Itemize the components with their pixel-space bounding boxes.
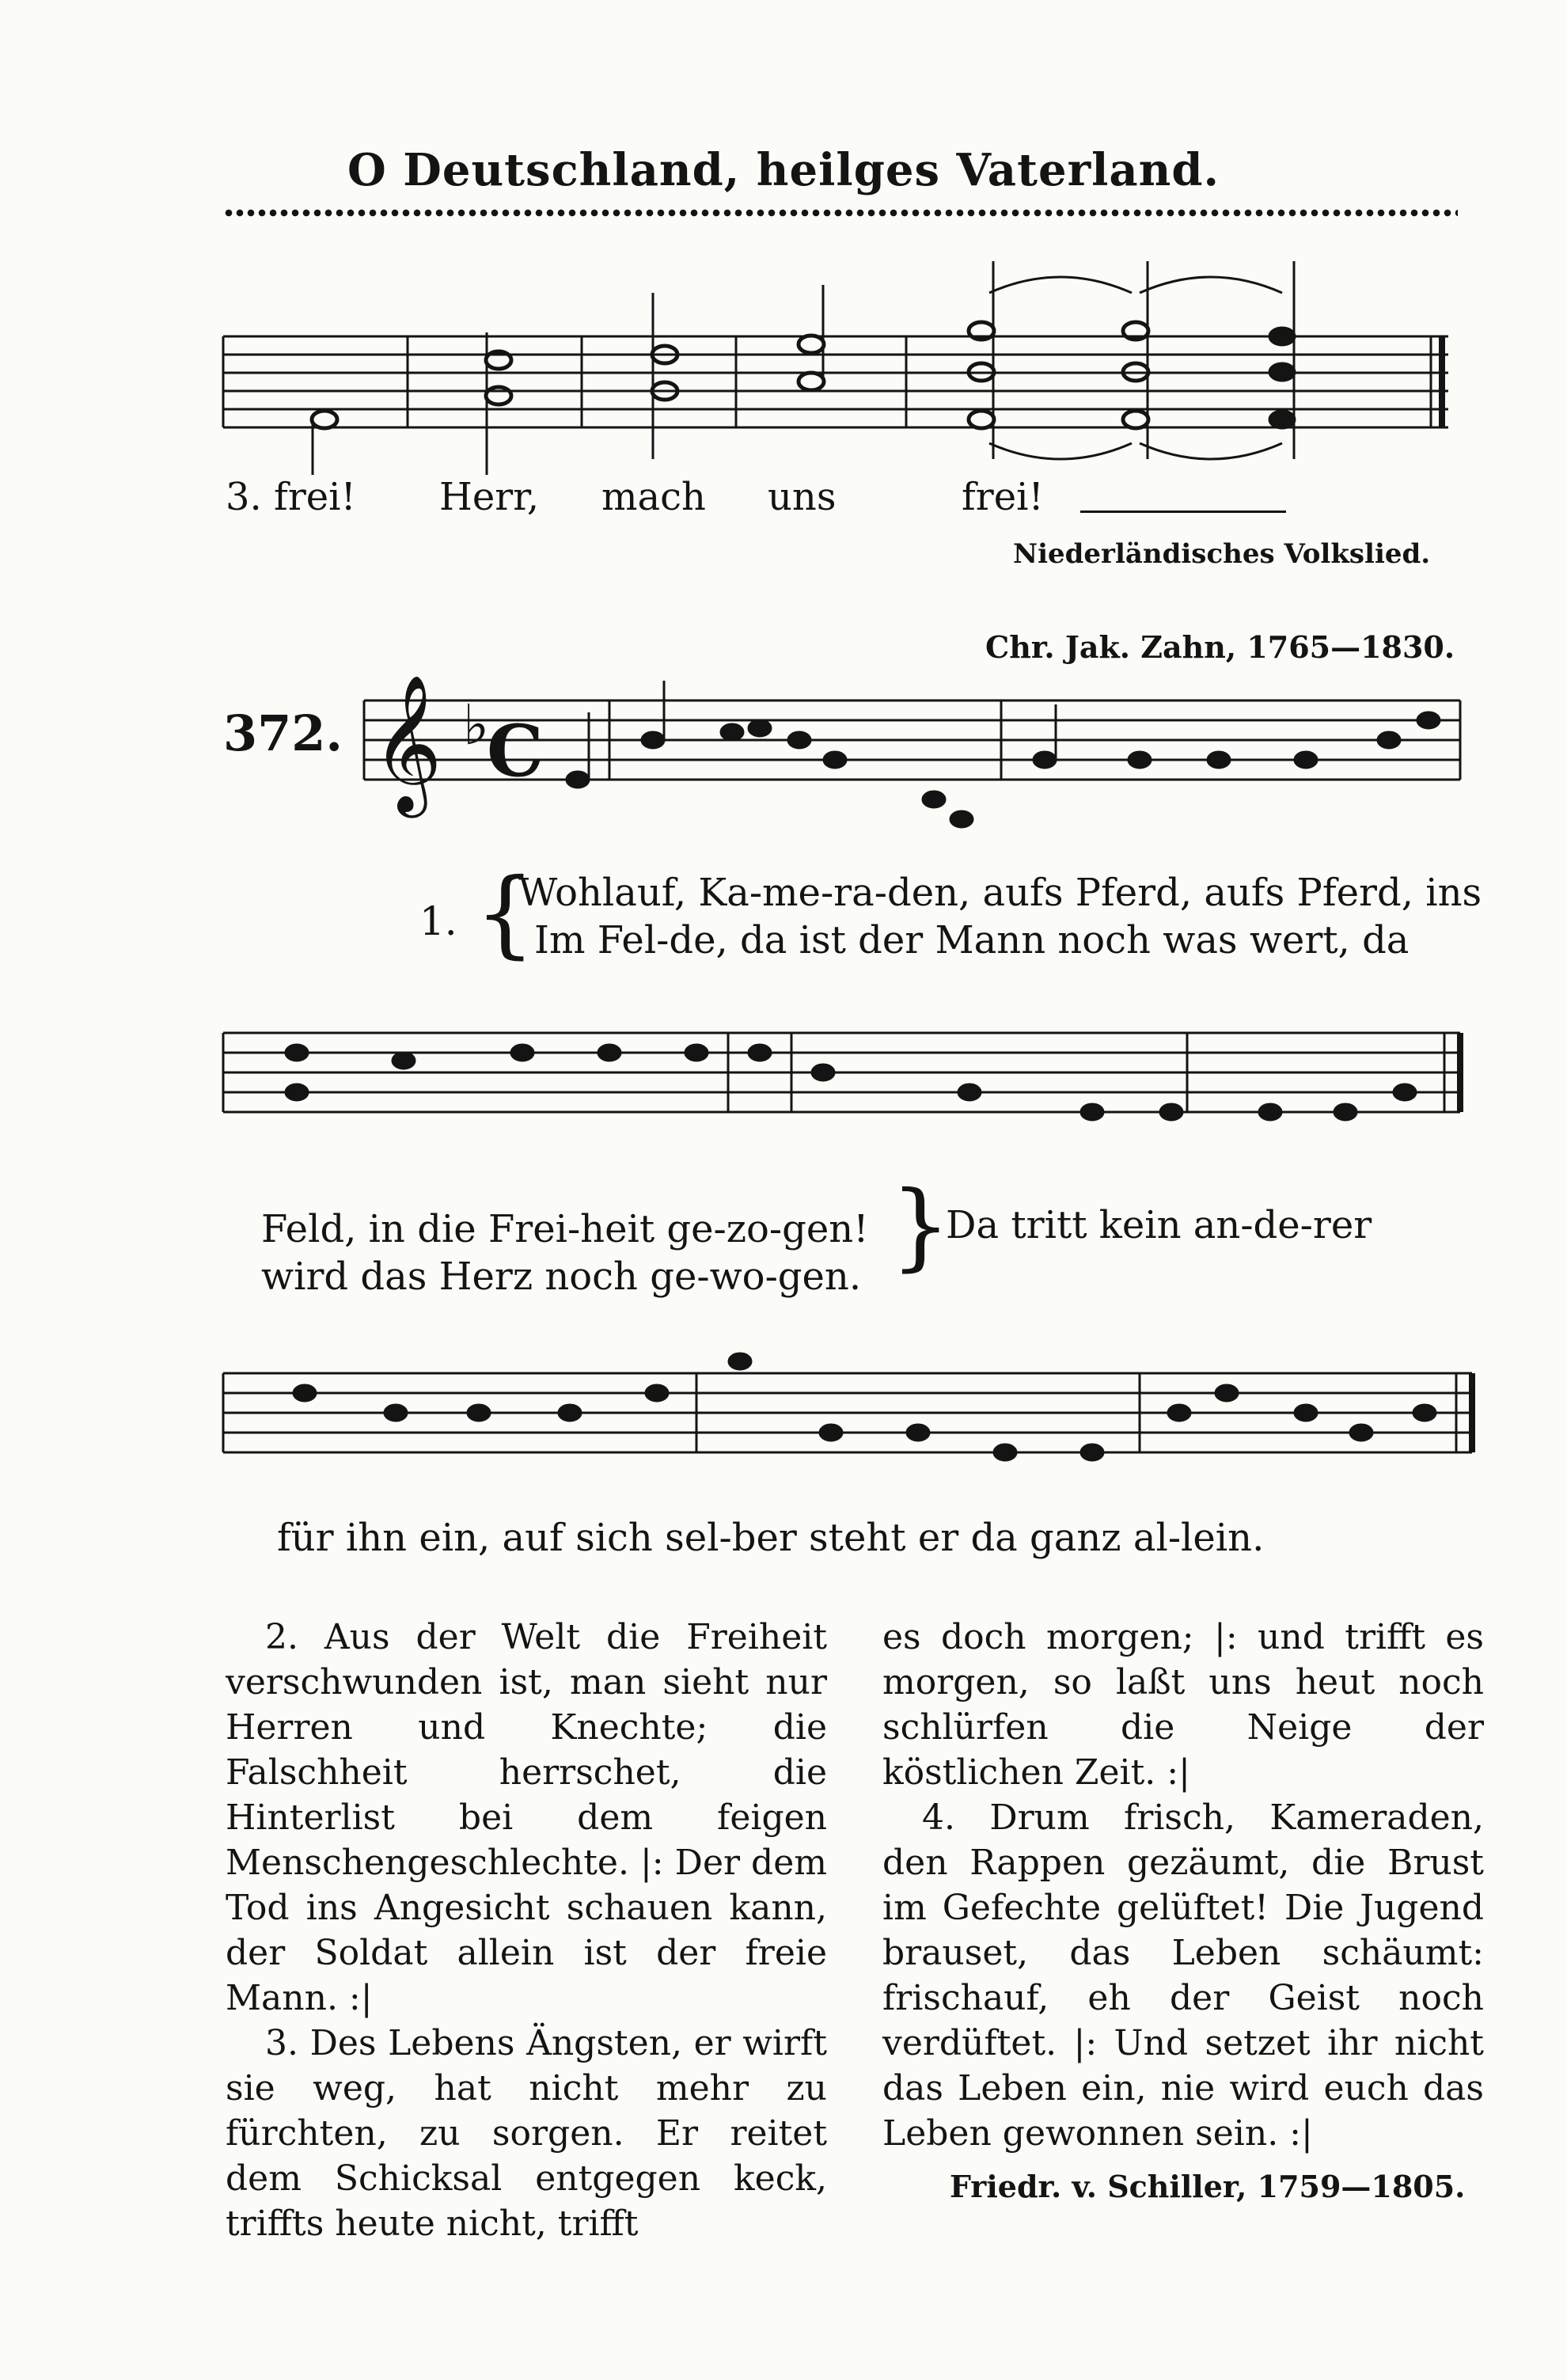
stanzas-right-column [882, 1615, 1484, 2156]
brace-open: { [475, 859, 536, 969]
treble-clef-icon: 𝄞 [372, 674, 442, 812]
lyric-prev-4: uns [768, 475, 837, 519]
refrain-end: für ihn ein, auf sich sel-ber steht er da ganz al-lein. [277, 1516, 1265, 1560]
staff-1 [223, 336, 1448, 427]
verse1-line1: Wohlauf, Ka-me-ra-den, aufs Pferd, aufs Pferd, ins [518, 871, 1482, 915]
stanza-3: 3. Des Lebens Ängsten, er wirft sie weg, hat nicht mehr zu fürchten, zu sorgen. Er reitet dem Schicksal entgegen keck, triffts heute nicht, trifft [226, 2023, 827, 2244]
refrain-start: Da tritt kein an-de-rer [946, 1203, 1372, 1247]
composer: Chr. Jak. Zahn, 1765—1830. [985, 629, 1455, 665]
song-source: Niederländisches Volkslied. [1013, 538, 1431, 570]
lyric-prev-1: 3. frei! [226, 475, 356, 519]
song-number: 372. [223, 704, 343, 762]
extender-line [1080, 511, 1286, 513]
brace-close: } [890, 1171, 951, 1281]
flat-icon: ♭ [463, 693, 490, 757]
lyric-prev-2: Herr, [439, 475, 540, 519]
verse2-line2: wird das Herz noch ge-wo-gen. [261, 1255, 862, 1299]
lyricist: Friedr. v. Schiller, 1759—1805. [950, 2169, 1466, 2204]
staff-4 [223, 1373, 1472, 1452]
lyric-prev-5: frei! [962, 475, 1044, 519]
lyric-prev-3: mach [601, 475, 706, 519]
verse-number: 1. [419, 898, 457, 944]
verse1-line2: Feld, in die Frei-heit ge-zo-gen! [261, 1207, 869, 1251]
stanza-4: 4. Drum frisch, Kameraden, den Rappen gezäumt, die Brust im Gefechte gelüftet! Die Jugend brauset, das Leben schäumt: frischauf, eh der Geist noch verdüftet. |: Und setzet ihr nicht das Leben ein, nie wird euch das Leben gewonnen sein. :| [882, 1797, 1484, 2154]
stanza-2: 2. Aus der Welt die Freiheit verschwunden ist, man sieht nur Herren und Knechte; die Falschheit herrschet, die Hinterlist bei dem feigen Menschengeschlechte. |: Der dem Tod ins Angesicht schauen kann, der Soldat allein ist der freie Mann. :| [226, 1617, 827, 2018]
page-title: O Deutschland, heilges Vaterland. [347, 144, 1220, 196]
stanza-3-cont: es doch morgen; |: und trifft es morgen, so laßt uns heut noch schlürfen die Neige der köstlichen Zeit. :| [882, 1617, 1484, 1793]
common-time-icon: C [487, 709, 544, 793]
stanzas-left-column [226, 1615, 827, 2246]
staff-3 [223, 1033, 1460, 1112]
verse2-line1: Im Fel-de, da ist der Mann noch was wert, da [534, 918, 1410, 962]
